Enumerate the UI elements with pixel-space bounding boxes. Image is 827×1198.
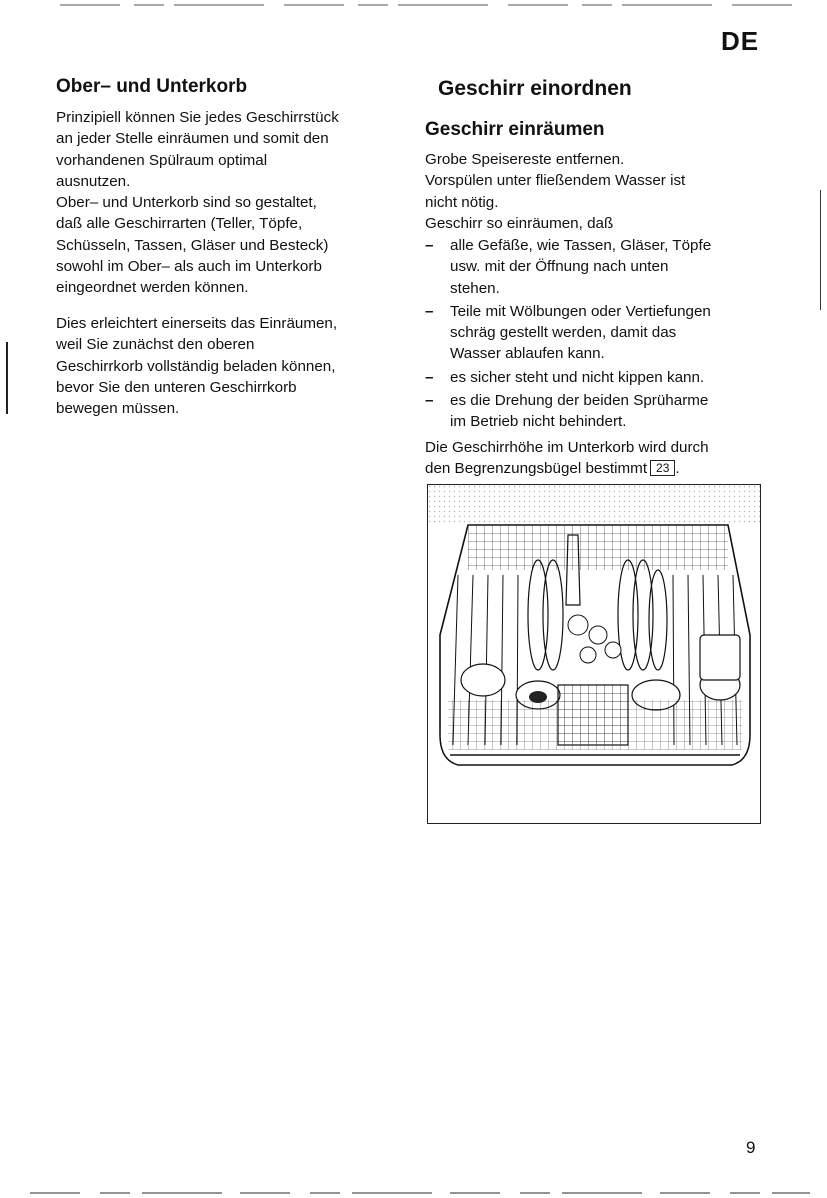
- text-line: usw. mit der Öffnung nach unten: [450, 258, 669, 276]
- text-line: es die Drehung der beiden Sprüharme: [450, 392, 709, 410]
- text-line: nicht nötig.: [425, 193, 499, 211]
- text-line: ausnutzen.: [56, 172, 131, 190]
- text-line: Wasser ablaufen kann.: [450, 345, 605, 363]
- right-section-title: Geschirr einordnen: [438, 77, 632, 100]
- text-line: Geschirr so einräumen, daß: [425, 214, 614, 232]
- left-paragraph-1: [56, 107, 339, 299]
- text-line: Vorspülen unter fließendem Wasser ist: [425, 172, 686, 190]
- bullet-list: [425, 235, 765, 435]
- closing-text: [425, 437, 709, 480]
- bottom-scan-rule: [0, 1190, 827, 1196]
- right-subsection-title: Geschirr einräumen: [425, 119, 605, 140]
- left-section-title: Ober– und Unterkorb: [56, 76, 248, 97]
- text-line: bewegen müssen.: [56, 400, 180, 418]
- figure-reference-box: 23: [650, 460, 675, 476]
- text-line: eingeordnet werden können.: [56, 279, 249, 297]
- bullet-dash: –: [425, 237, 434, 254]
- bullet-dash: –: [425, 368, 434, 386]
- text-line: sowohl im Ober– als auch im Unterkorb: [56, 258, 322, 276]
- bullet-dash: –: [425, 302, 434, 320]
- text-line: es sicher steht und nicht kippen kann.: [450, 368, 705, 386]
- text-fragment: .: [675, 460, 680, 478]
- dishwasher-basket-illustration: [427, 484, 761, 824]
- text-line: Teile mit Wölbungen oder Vertiefungen: [450, 302, 711, 320]
- text-line: bevor Sie den unteren Geschirrkorb: [56, 378, 297, 396]
- page-number: 9: [746, 1138, 756, 1157]
- left-paragraph-2: [56, 313, 337, 419]
- list-item: [425, 235, 765, 299]
- text-line: Geschirrkorb vollständig beladen können,: [56, 357, 336, 375]
- right-intro: [425, 149, 685, 234]
- text-line: Grobe Speisereste entfernen.: [425, 151, 625, 168]
- text-line: Dies erleichtert einerseits das Einräumen,: [56, 315, 338, 332]
- bullet-dash: –: [425, 392, 434, 410]
- language-tag: DE: [721, 26, 760, 56]
- basket-drawing: [428, 485, 761, 824]
- list-item: [425, 301, 765, 365]
- text-line: vorhandenen Spülraum optimal: [56, 151, 268, 169]
- text-line: schräg gestellt werden, damit das: [450, 324, 677, 342]
- text-line: stehen.: [450, 279, 500, 297]
- text-line: alle Gefäße, wie Tassen, Gläser, Töpfe: [450, 237, 712, 254]
- text-fragment: den Begrenzungsbügel bestimmt: [425, 460, 648, 478]
- text-line: im Betrieb nicht behindert.: [450, 413, 627, 431]
- left-margin-bar: [6, 342, 8, 414]
- top-scan-rule: [0, 2, 827, 8]
- right-margin-bar: [820, 190, 821, 310]
- text-line: weil Sie zunächst den oberen: [56, 336, 255, 354]
- text-line: an jeder Stelle einräumen und somit den: [56, 130, 329, 148]
- text-line: Die Geschirrhöhe im Unterkorb wird durch: [425, 439, 709, 456]
- list-item: [425, 367, 765, 388]
- text-line: Prinzipiell können Sie jedes Geschirrstück: [56, 109, 339, 126]
- list-item: [425, 390, 765, 433]
- text-line: daß alle Geschirrarten (Teller, Töpfe,: [56, 215, 303, 233]
- text-line: [425, 458, 709, 479]
- text-line: Ober– und Unterkorb sind so gestaltet,: [56, 194, 317, 212]
- text-line: Schüsseln, Tassen, Gläser und Besteck): [56, 236, 329, 254]
